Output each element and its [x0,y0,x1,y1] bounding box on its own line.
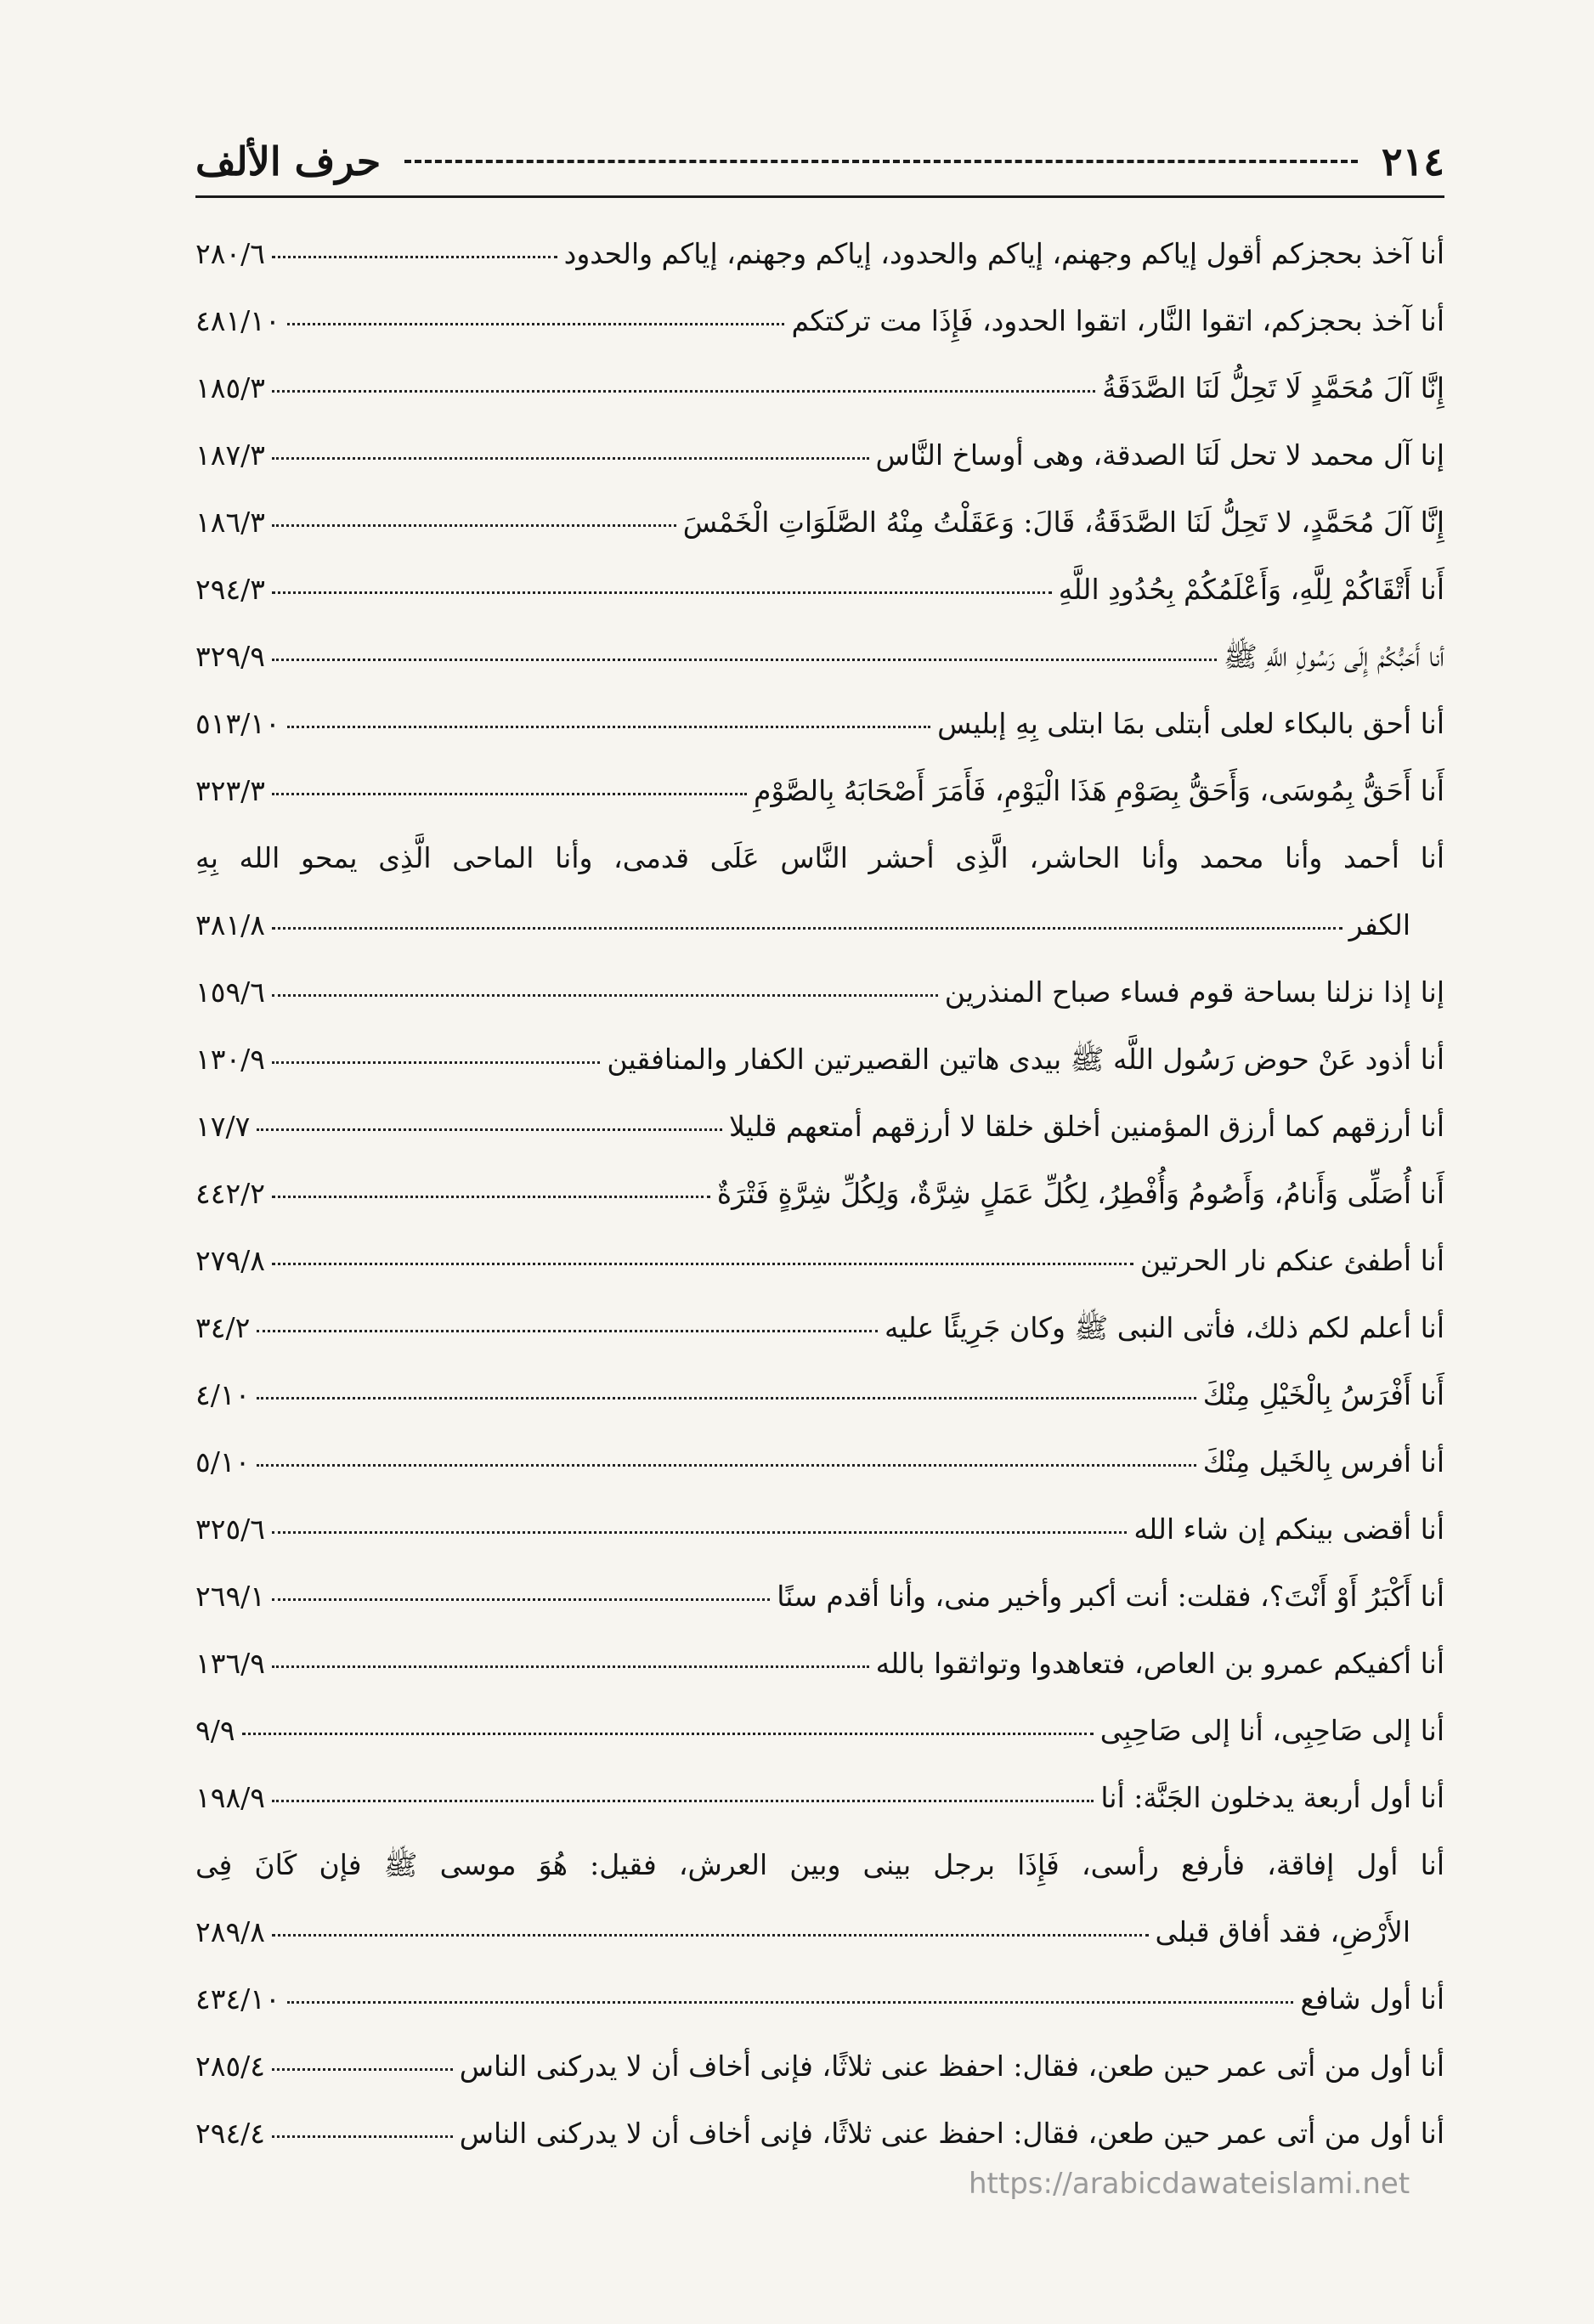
header-rule [404,160,1358,163]
dot-leader [272,1598,770,1601]
dot-leader [272,659,1217,661]
chapter-title: حرف الألف [195,139,382,184]
index-entry [195,1697,1444,1764]
entry-text: إنا إذا نزلنا بساحة قوم فساء صباح المنذرين [944,975,1444,1009]
dot-leader [287,323,785,325]
entry-text: أنا آخذ بحجزكم أقول إياكم وجهنم، إياكم والحدود، إياكم وجهنم، إياكم والحدود [563,237,1444,270]
dot-leader [272,457,869,460]
dot-leader [257,1128,722,1131]
dot-leader [272,2135,453,2138]
dot-leader [257,1464,1196,1467]
book-page [195,127,1444,2167]
entry-text: أنا أَكْبَرُ أَوْ أَنْتَ؟، فقلت: أنت أكبر وأخير منى، وأنا أقدم سنًا [777,1580,1444,1613]
entry-reference: ١٨٦/٣ [195,506,266,539]
index-entry [195,690,1444,757]
index-entry [195,757,1444,824]
entry-reference: ٣٨١/٨ [195,908,266,941]
dot-leader [272,1934,1148,1937]
entry-reference: ١٥٩/٦ [195,975,266,1009]
entry-reference: ٢٧٩/٨ [195,1244,266,1277]
entry-text: إِنَّا آلَ مُحَمَّدٍ لَا تَحِلُّ لَنَا الصَّدَقَةُ [1102,371,1444,404]
index-entry [195,1160,1444,1227]
entry-text: أنا أقضى بينكم إن شاء الله [1133,1513,1444,1546]
entry-text-line1: أنا أحمد وأنا محمد وأنا الحاشر، الَّذِى أحشر النَّاس عَلَى قدمى، وأنا الماحى الَّذِى يمحو الله بِهِ [195,841,1444,874]
entry-reference: ١٨٥/٣ [195,371,266,404]
dot-leader [287,2001,1294,2004]
index-entry [195,2033,1444,2100]
entry-reference: ٣٢٩/٩ [195,640,266,673]
entry-text-line1: أنا أول إفاقة، فأرفع رأسى، فَإِذَا برجل بينى وبين العرش، فقيل: هُوَ موسى ﷺ فإن كَانَ فِى [195,1848,1444,1881]
entry-reference: ٣٢٥/٦ [195,1513,266,1546]
index-entry [195,421,1444,489]
entry-reference: ١٣٦/٩ [195,1647,266,1680]
entry-text: أَنا أُصَلِّى وَأَنامُ، وَأَصُومُ وَأُفْطِرُ، لِكُلِّ عَمَلٍ شِرَّةٌ، وَلِكُلِّ شِرَّةٍ فَتْرَةٌ [716,1177,1444,1210]
entry-reference: ٢٨٩/٨ [195,1915,266,1948]
index-entry [195,556,1444,623]
entry-text: أنا أعلم لكم ذلك، فأتى النبى ﷺ وكان جَرِيئًا عليه [884,1311,1444,1344]
entry-reference: ٣٤/٢ [195,1311,251,1344]
entry-reference: ١٣٠/٩ [195,1043,266,1076]
entry-text: أنا أول من أتى عمر حين طعن، فقال: احفظ عنى ثلاثًا، فإنى أخاف أن لا يدركنى الناس [459,2050,1444,2083]
index-entry [195,1764,1444,1831]
index-entry [195,958,1444,1026]
page-header [195,127,1444,198]
entry-reference: ٤٨١/١٠ [195,304,280,337]
dot-leader [272,591,1052,594]
page-number: ٢١٤ [1381,139,1444,184]
entry-text: أنا أول شافع [1300,1982,1444,2016]
entry-reference: ٢٦٩/١ [195,1580,266,1613]
entry-text: أنا إلى صَاحِبِى، أنا إلى صَاحِبِى [1099,1714,1444,1747]
index-entry [195,1630,1444,1697]
entry-reference: ١٩٨/٩ [195,1781,266,1814]
dot-leader [257,1397,1196,1399]
entry-text: الكفر [1348,908,1410,941]
dot-leader [242,1733,1094,1735]
dot-leader [272,927,1342,930]
index-entry [195,1965,1444,2033]
dot-leader [272,994,938,997]
index-entry [195,891,1444,958]
index-entries [195,220,1444,2167]
index-entry [195,1294,1444,1361]
entry-reference: ٩/٩ [195,1714,235,1747]
index-entry [195,489,1444,556]
dot-leader [272,1531,1127,1534]
entry-reference: ٢٨٥/٤ [195,2050,266,2083]
index-entry [195,2100,1444,2167]
entry-text: إنا آل محمد لا تحل لَنَا الصدقة، وهى أوساخ النَّاس [875,438,1444,472]
dot-leader [272,1665,869,1668]
entry-text: أَنا أَتْقَاكُمْ لِلَّهِ، وَأَعْلَمُكُمْ بِحُدُودِ اللَّهِ [1058,573,1444,606]
dot-leader [272,793,747,795]
index-entry-wrapped [195,824,1444,958]
entry-text: أنا أكفيكم عمرو بن العاص، فتعاهدوا وتواثقوا بالله [875,1647,1444,1680]
entry-text: أنا أرزقهم كما أرزق المؤمنين أخلق خلقا لا أرزقهم أمتعهم قليلا [729,1110,1444,1143]
dot-leader [272,2068,453,2071]
index-entry [195,220,1444,287]
index-entry [195,1361,1444,1428]
entry-text: إِنَّا آلَ مُحَمَّدٍ، لا تَحِلُّ لَنَا الصَّدَقَةُ، قَالَ: وَعَقَلْتُ مِنْهُ الصَّلَوَاتِ الْخَمْسَ [682,506,1444,539]
index-entry-wrapped [195,1831,1444,1965]
entry-reference: ١٧/٧ [195,1110,251,1143]
dot-leader [257,1330,878,1332]
index-entry [195,354,1444,421]
entry-reference: ١٨٧/٣ [195,438,266,472]
entry-reference: ٤٤٢/٢ [195,1177,266,1210]
entry-reference: ٢٩٤/٣ [195,573,266,606]
entry-reference: ٤/١٠ [195,1378,251,1411]
entry-reference: ٢٨٠/٦ [195,237,266,270]
entry-reference: ٣٢٣/٣ [195,774,266,807]
index-entry [195,1496,1444,1563]
index-entry [195,623,1444,690]
index-entry [195,1227,1444,1294]
dot-leader [272,524,676,527]
entry-text: أَنا أَفْرَسُ بِالْخَيْلِ مِنْكَ [1202,1378,1444,1411]
entry-text: الأَرْضِ، فقد أفاق قبلى [1155,1915,1410,1948]
dot-leader [272,256,557,258]
index-entry [195,1898,1444,1965]
entry-reference: ٥/١٠ [195,1445,251,1479]
entry-text: أَنا أَحَقُّ بِمُوسَى، وَأَحَقُّ بِصَوْمِ هَذَا الْيَوْمِ، فَأَمَرَ أَصْحَابَهُ بِالصَّوْمِ [753,774,1444,807]
dot-leader [272,1061,600,1064]
watermark-url: https://arabicdawateislami.net [969,2167,1410,2201]
entry-text: أنا أطفئ عنكم نار الحرتين [1139,1244,1444,1277]
index-entry [195,1428,1444,1496]
entry-text: أنا أذود عَنْ حوض رَسُول اللَّه ﷺ بيدى هاتين القصيرتين الكفار والمنافقين [607,1043,1444,1076]
entry-text: أنا أفرس بِالخَيل مِنْكَ [1202,1445,1444,1479]
entry-reference: ٥١٣/١٠ [195,707,280,740]
index-entry [195,1026,1444,1093]
entry-text: أنا أول من أتى عمر حين طعن، فقال: احفظ عنى ثلاثًا، فإنى أخاف أن لا يدركنى الناس [459,2117,1444,2150]
entry-reference: ٢٩٤/٤ [195,2117,266,2150]
entry-text: أنا أَحَبُّكُمْ إِلَى رَسُولِ اللَّهِ ﷺ [1224,640,1444,673]
entry-text: أنا أحق بالبكاء لعلى أبتلى بمَا ابتلى بِهِ إبليس [937,707,1444,740]
entry-text: أنا أول أربعة يدخلون الجَنَّة: أنا [1100,1781,1444,1814]
dot-leader [272,1263,1133,1265]
index-entry [195,1093,1444,1160]
entry-text: أنا آخذ بحجزكم، اتقوا النَّار، اتقوا الحدود، فَإِذَا مت تركتكم [791,304,1444,337]
dot-leader [272,390,1095,393]
dot-leader [287,726,930,728]
index-entry [195,287,1444,354]
dot-leader [272,1800,1094,1802]
index-entry [195,1563,1444,1630]
entry-reference: ٤٣٤/١٠ [195,1982,280,2016]
dot-leader [272,1196,710,1198]
